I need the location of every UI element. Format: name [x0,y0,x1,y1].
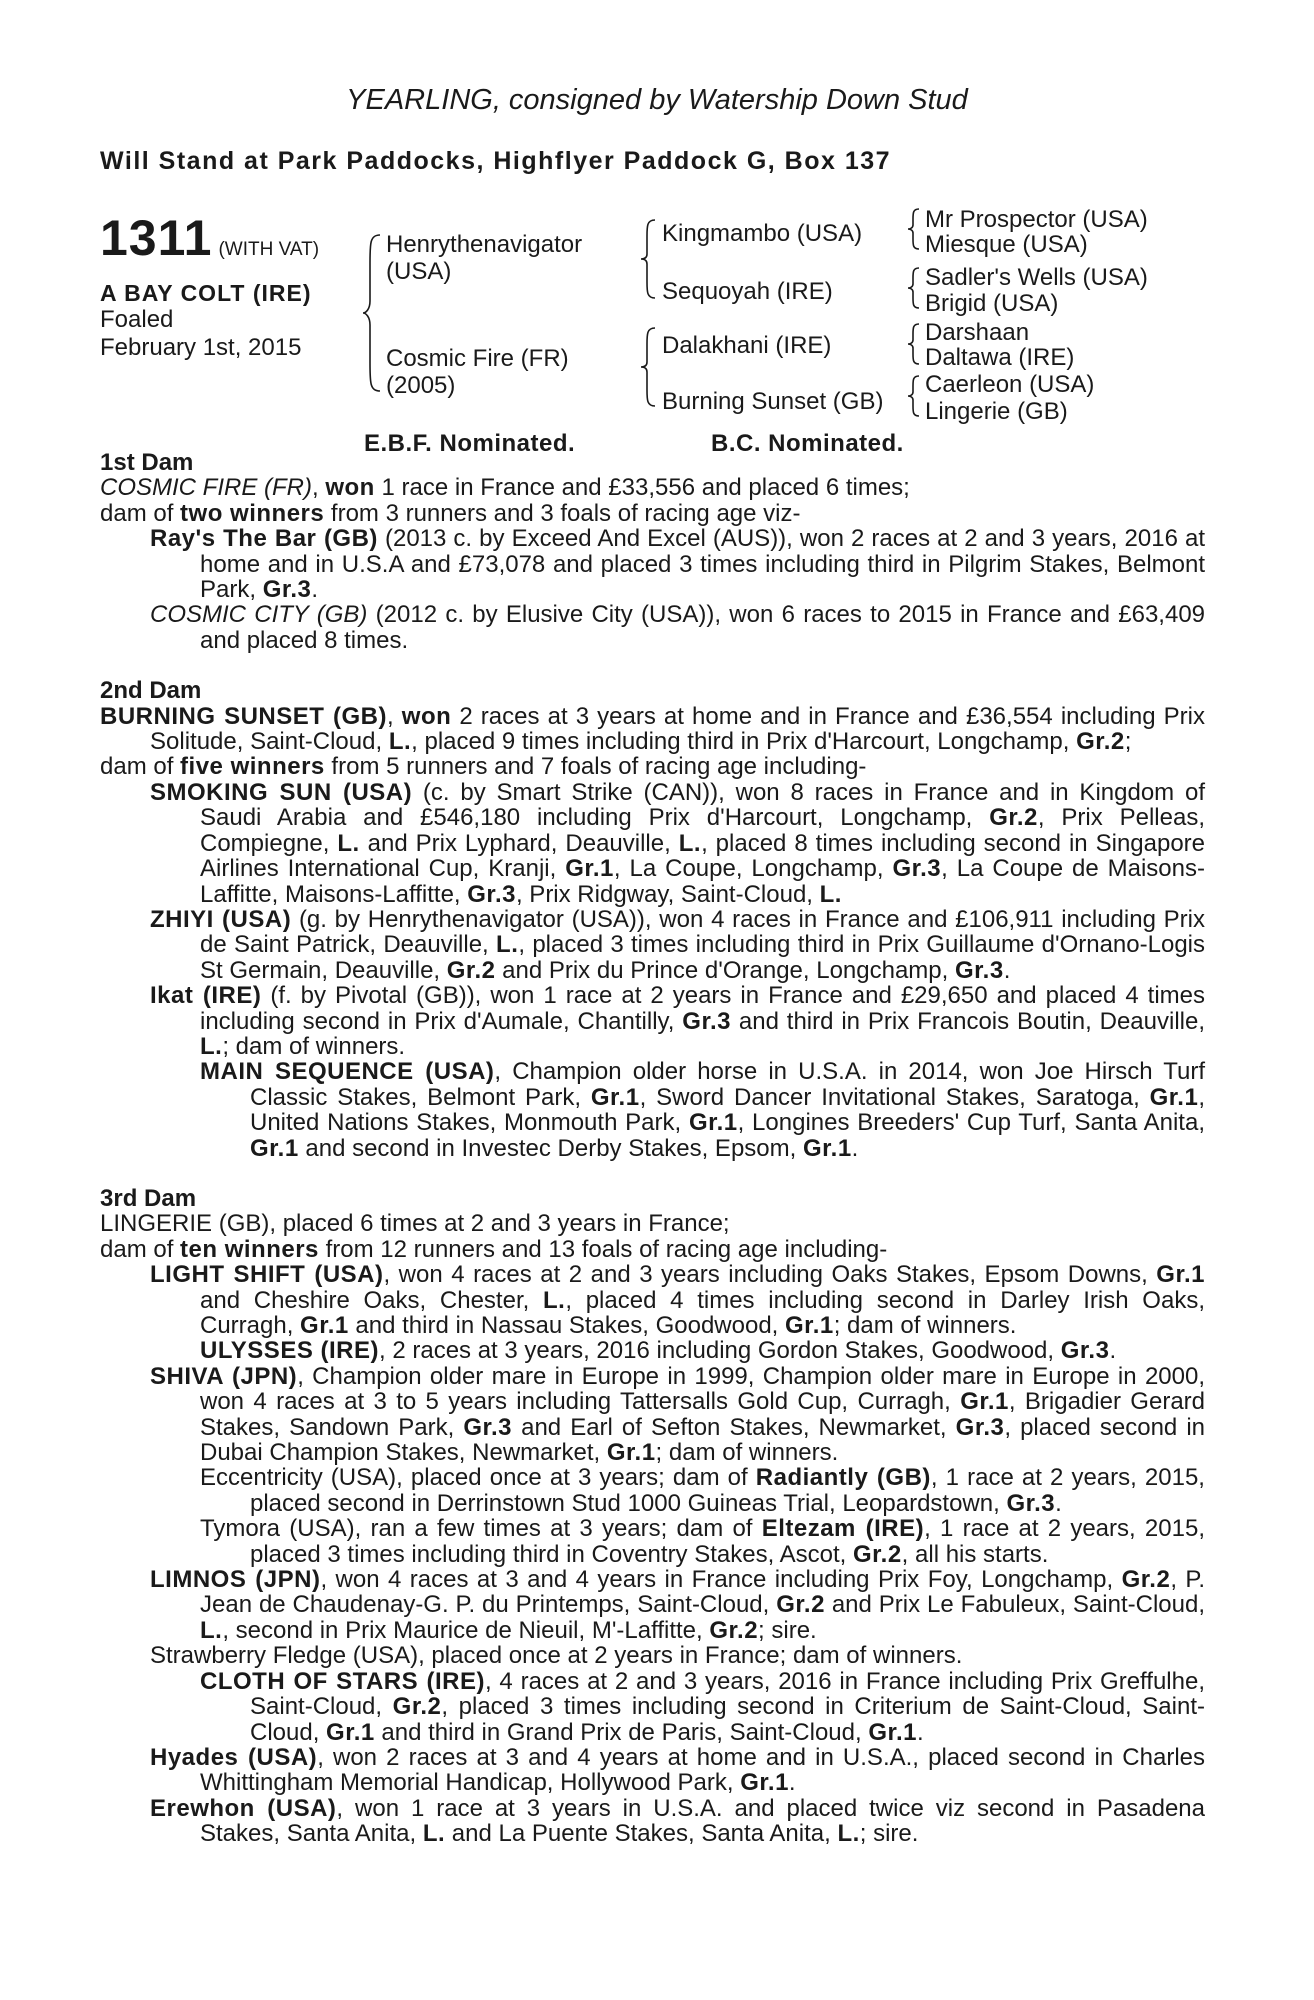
progeny-entry [200,1059,1205,1161]
progeny-entry [150,526,1205,602]
text: , won 4 races at 2 and 3 years including Oaks Stakes, Epsom Downs, [383,1261,1157,1289]
text: dam of [100,499,181,527]
ebf-nominated: E.B.F. Nominated. [364,430,576,457]
text: and Prix Lyphard, Deauville, [359,829,679,857]
foaled-date: February 1st, 2015 [100,334,302,361]
text: , Champion older mare in Europe in 1999, Champion older mare in Europe in 2000, won 4 races at 3 to 5 years including Tattersalls Gold Cup, Curragh, [200,1362,1205,1416]
progeny-entry [200,1465,1205,1516]
third-dam-heading: 3rd Dam [100,1184,197,1212]
grade: Gr.1 [1156,1261,1205,1289]
text: , P. Jean de Chaudenay-G. P. du Printemps, Saint-Cloud, [200,1566,1205,1619]
pedigree-brace-ss [907,207,921,251]
text: , [387,702,402,730]
horse-name: MAIN SEQUENCE (USA) [200,1058,495,1086]
text: and Prix Le Fabuleux, Saint-Cloud, [824,1591,1205,1619]
grade: Gr.3 [1006,1489,1056,1517]
grade: Gr.1 [785,1312,834,1339]
text: dam of [100,1235,181,1263]
pedigree-brace-main [362,233,384,393]
grade: Gr.1 [300,1312,349,1339]
grade: Gr.2 [852,1540,902,1568]
text: , 4 races at 2 and 3 years, 2016 in France including Prix Greffulhe, Saint-Cloud, [250,1667,1205,1721]
grade: Gr.1 [606,1439,656,1467]
sire-dam: Sequoyah (IRE) [662,278,833,305]
horse-name: SHIVA (JPN) [150,1362,298,1390]
progeny-entry [150,602,1205,653]
ancestor-sdd: Brigid (USA) [925,290,1059,317]
text: , 1 race at 2 years, 2015, placed 3 times including third in Coventry Stakes, Ascot, [250,1515,1205,1568]
text: . [917,1718,924,1746]
grade: Gr.3 [955,1413,1005,1441]
grade: Gr.2 [446,956,496,984]
first-dam-produce-line [100,501,1205,526]
horse-name: Hyades (USA) [150,1743,318,1771]
text: , won 1 race at 3 years in U.S.A. and placed twice viz second in Pasadena Stakes, Santa Anita, [200,1794,1205,1848]
horse-name: CLOTH OF STARS (IRE) [200,1667,485,1695]
progeny-entry [200,1669,1205,1745]
third-dam-produce-line [100,1237,1205,1262]
text: . [1055,1489,1062,1517]
grade: Gr.1 [565,855,614,883]
spacer [100,653,1205,678]
text: , [311,474,326,502]
text: , 2 races at 3 years, 2016 including Gordon Stakes, Goodwood, [379,1337,1061,1365]
text-bold: ten winners [180,1235,319,1263]
text: , placed 3 times including second in Criterium de Saint-Cloud, Saint-Cloud, [250,1693,1205,1746]
horse-name: Eltezam (IRE) [761,1515,925,1543]
grade: Gr.1 [868,1718,918,1746]
progeny-entry: Strawberry Fledge (USA), placed once at 2 years in France; dam of winners. [150,1642,963,1670]
text: , all his starts. [901,1540,1049,1568]
grade: Gr.3 [954,956,1004,984]
catalogue-body [100,450,1205,1847]
text: ; dam of winners. [655,1439,839,1467]
grade: L. [543,1286,566,1314]
text: and third in Nassau Stakes, Goodwood, [348,1312,786,1339]
second-dam-produce-line [100,754,1205,779]
text: and third in Grand Prix de Paris, Saint-Cloud, [374,1718,869,1746]
grade: Gr.2 [989,804,1038,832]
grade: Gr.1 [326,1718,375,1746]
text: ; dam of winners. [833,1312,1017,1339]
foaled-label: Foaled [100,306,174,333]
bc-nominated: B.C. Nominated. [711,430,904,457]
text: , placed second in Dubai Champion Stakes, Newmarket, [200,1413,1206,1467]
dam-dam: Burning Sunset (GB) [662,388,884,415]
text: , placed 8 times including second in Singapore Airlines International Cup, Kranji, [200,829,1206,883]
grade: Gr.2 [1076,728,1125,756]
pedigree-brace-dd [907,374,921,418]
progeny-entry [150,1364,1205,1466]
text: (g. by Henrythenavigator (USA)), won 4 races in France and £106,911 including Prix de Saint Patrick, Deauville, [200,905,1205,959]
ancestor-dds: Caerleon (USA) [925,371,1095,398]
text: . [851,1134,859,1162]
ancestor-sss: Mr Prospector (USA) [925,206,1148,233]
text: . [1003,956,1011,984]
text: and Cheshire Oaks, Chester, [200,1286,543,1314]
horse-name: COSMIC CITY (GB) [150,601,368,629]
vat-note: (WITH VAT) [218,239,320,260]
ancestor-ssd: Miesque (USA) [925,231,1088,258]
grade: Gr.1 [250,1134,299,1162]
text-bold: won [401,702,452,730]
grade: Gr.1 [590,1083,640,1111]
text: (c. by Smart Strike (CAN)), won 8 races in France and in Kingdom of Saudi Arabia and £546,180 including Prix d'Harcourt, Longchamp, [200,778,1205,832]
grade: L. [200,1616,223,1644]
progeny-entry [150,983,1205,1059]
text: ; sire. [859,1820,919,1848]
third-dam-line: LINGERIE (GB), placed 6 times at 2 and 3 years in France; [100,1210,730,1238]
lot-heading [100,209,319,267]
text: and La Puente Stakes, Santa Anita, [445,1820,838,1848]
pedigree-brace-sd [907,266,921,310]
ancestor-dsd: Daltawa (IRE) [925,344,1075,371]
stand-location: Will Stand at Park Paddocks, Highflyer Paddock G, Box 137 [100,147,892,175]
progeny-entry [200,1338,1205,1363]
text: , Prix Ridgway, Saint-Cloud, [515,880,820,908]
grade: L. [837,1820,860,1848]
text: and second in Investec Derby Stakes, Epsom, [298,1134,803,1162]
grade: L. [496,931,519,959]
horse-name: LIMNOS (JPN) [150,1566,321,1594]
grade: L. [819,880,842,908]
text: , La Coupe, Longchamp, [613,855,893,883]
dam-name-text: BURNING SUNSET (GB) [100,702,388,730]
text: (2013 c. by Exceed And Excel (AUS)), won 2 races at 2 and 3 years, 2016 at home and in U.S.A and £73,078 and placed 3 times including third in Pilgrim Stakes, Belmont Park, [200,525,1205,604]
sire-country: (USA) [386,258,452,285]
grade: L. [388,728,412,756]
grade: L. [337,829,360,857]
grade: Gr.1 [802,1134,852,1162]
horse-name: ZHIYI (USA) [150,905,292,933]
lot-number: 1311 [100,210,213,266]
first-dam-line [100,475,1205,500]
grade: Gr.2 [776,1591,825,1619]
grade: Gr.3 [1060,1337,1110,1365]
text: , Champion older horse in U.S.A. in 2014, won Joe Hirsch Turf Classic Stakes, Belmont Park, [250,1058,1206,1111]
text-bold: five winners [180,753,325,781]
progeny-entry [150,1262,1205,1338]
text: , La Coupe de Maisons-Laffitte, Maisons-Laffitte, [200,855,1205,908]
text: and third in Prix Francois Boutin, Deauville, [731,1007,1205,1035]
text: , placed 4 times including second in Darley Irish Oaks, Curragh, [200,1286,1205,1339]
text: , United Nations Stakes, Monmouth Park, [250,1083,1205,1137]
first-dam-heading: 1st Dam [100,449,194,476]
grade: Gr.2 [1121,1566,1171,1594]
text: from 12 runners and 13 foals of racing age including- [318,1235,888,1263]
text: (f. by Pivotal (GB)), won 1 race at 2 years in France and £29,650 and placed 4 times including second in Prix d'Aumale, Chantilly, [200,982,1205,1035]
grade: Gr.2 [392,1693,442,1721]
text: ; [1124,728,1132,756]
progeny-entry [200,1516,1205,1567]
grade: Gr.1 [960,1388,1009,1416]
grade: Gr.3 [682,1007,731,1035]
text: , placed 3 times including third in Prix Guillaume d'Ornano-Logis St Germain, Deauville, [200,931,1205,984]
text: (2012 c. by Elusive City (USA)), won 6 races to 2015 in France and £63,409 and placed 8 times. [200,601,1206,654]
horse-name: Radiantly (GB) [755,1464,931,1492]
text: 1 race in France and £33,556 and placed 6 times; [374,474,910,502]
page-title: YEARLING, consigned by Watership Down Stud [346,84,968,116]
text: from 5 runners and 7 foals of racing age including- [324,753,867,781]
text: . [1109,1337,1117,1365]
text: . [311,576,319,604]
text: , Prix Pelleas, Compiegne, [200,804,1205,857]
text: 2 races at 3 years at home and in France and £36,554 including Prix Solitude, Saint-Cloud, [150,702,1205,756]
dam-name: Cosmic Fire (FR) [386,345,569,372]
ancestor-sds: Sadler's Wells (USA) [925,264,1148,291]
text: ; sire. [758,1616,817,1644]
text: and Earl of Sefton Stakes, Newmarket, [512,1413,956,1441]
pedigree-brace-sire [640,218,658,300]
text: , Brigadier Gerard Stakes, Sandown Park, [200,1388,1206,1441]
text-bold: two winners [180,499,325,527]
horse-name: LIGHT SHIFT (USA) [150,1261,384,1289]
grade: Gr.1 [740,1769,789,1797]
pedigree-brace-dam [640,326,658,408]
grade: Gr.3 [262,576,312,604]
sire-sire: Kingmambo (USA) [662,220,863,247]
grade: Gr.1 [1149,1083,1199,1111]
horse-name: SMOKING SUN (USA) [150,778,413,806]
horse-name: ULYSSES (IRE) [200,1337,379,1365]
second-dam-heading: 2nd Dam [100,677,202,705]
text: , 1 race at 2 years, 2015, placed second in Derrinstown Stud 1000 Guineas Trial, Leopardstown, [250,1464,1205,1517]
text: , placed 9 times including third in Prix d'Harcourt, Longchamp, [411,728,1077,756]
text: . [788,1769,796,1797]
grade: Gr.2 [709,1616,759,1644]
progeny-entry [150,780,1205,907]
progeny-entry [150,907,1205,983]
grade: Gr.3 [467,880,516,908]
horse-name: Ray's The Bar (GB) [150,525,378,553]
text: and Prix du Prince d'Orange, Longchamp, [495,956,955,984]
dam-sire: Dalakhani (IRE) [662,332,832,359]
pedigree-brace-ds [907,322,921,366]
text: dam of [100,753,181,781]
progeny-entry [150,1567,1205,1643]
text: , won 2 races at 3 and 4 years at home and in U.S.A., placed second in Charles Whittingham Memorial Handicap, Hollywood Park, [200,1743,1205,1797]
text: Eccentricity (USA), placed once at 3 years; dam of [200,1464,756,1492]
text: ; dam of winners. [222,1032,406,1060]
text: Tymora (USA), ran a few times at 3 years; dam of [200,1515,762,1543]
grade: Gr.1 [688,1109,738,1137]
dam-name-text: COSMIC FIRE (FR) [100,474,312,502]
ancestor-ddd: Lingerie (GB) [925,398,1068,425]
lot-name: A BAY COLT (IRE) [100,280,312,306]
grade: Gr.3 [892,855,942,883]
text: , won 4 races at 3 and 4 years in France including Prix Foy, Longchamp, [320,1566,1122,1594]
horse-name: Erewhon (USA) [150,1794,337,1822]
ancestor-dss: Darshaan [925,319,1030,346]
second-dam-line [100,704,1205,755]
text: , Sword Dancer Invitational Stakes, Saratoga, [639,1083,1150,1111]
sire-name: Henrythenavigator [386,231,583,258]
grade: Gr.3 [463,1413,513,1441]
text: , second in Prix Maurice de Nieuil, M'-Laffitte, [222,1616,710,1644]
grade: L. [422,1820,446,1848]
dam-year: (2005) [386,372,456,399]
grade: L. [678,829,702,857]
progeny-entry [150,1796,1205,1847]
text: from 3 runners and 3 foals of racing age viz- [324,499,801,527]
text-bold: won [325,474,375,502]
spacer [100,1161,1205,1186]
progeny-entry [150,1745,1205,1796]
horse-name: Ikat (IRE) [150,982,262,1010]
text: , Longines Breeders' Cup Turf, Santa Anita, [737,1109,1205,1137]
grade: L. [200,1032,223,1060]
